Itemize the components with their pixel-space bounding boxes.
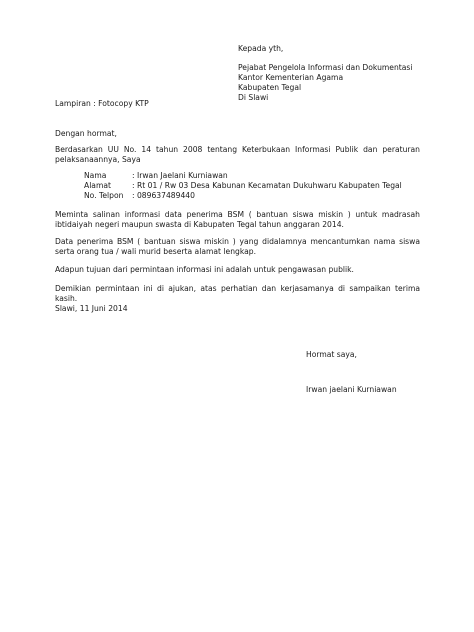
identity-label: Nama: [84, 171, 107, 180]
intro-paragraph: Berdasarkan UU No. 14 tahun 2008 tentang Keterbukaan Informasi Publik dan peraturan pelaksanaannya, Saya: [55, 145, 420, 165]
salutation: Dengan hormat,: [55, 129, 117, 138]
identity-value: : 089637489440: [132, 191, 195, 201]
recipient-line-city: Di Slawi: [238, 93, 269, 103]
recipient-greeting: Kepada yth,: [238, 44, 284, 53]
recipient-line-ministry: Kantor Kementerian Agama: [238, 73, 344, 83]
signer-name: Irwan jaelani Kurniawan: [306, 385, 397, 394]
recipient-block: [238, 44, 458, 103]
identity-label: No. Telpon: [84, 191, 124, 201]
valediction: Hormat saya,: [306, 350, 357, 359]
attachment-note: Lampiran : Fotocopy KTP: [55, 99, 149, 108]
identity-label: Alamat: [84, 181, 111, 191]
request-paragraph: Meminta salinan informasi data penerima BSM ( bantuan siswa miskin ) untuk madrasah ibtidaiyah negeri maupun swasta di Kabupaten Tegal tahun anggaran 2014.: [55, 210, 420, 230]
identity-row-address: [84, 181, 424, 191]
identity-value: : Irwan Jaelani Kurniawan: [132, 171, 228, 180]
identity-row-phone: [84, 191, 424, 201]
closing-paragraph: Demikian permintaan ini di ajukan, atas perhatian dan kerjasamanya di sampaikan terima kasih.: [55, 284, 420, 304]
data-description-paragraph: Data penerima BSM ( bantuan siswa miskin ) yang didalamnya mencantumkan nama siswa serta orang tua / wali murid beserta alamat lengkap.: [55, 237, 420, 257]
identity-row-name: [84, 171, 424, 181]
letter-date: Slawi, 11 Juni 2014: [55, 304, 128, 313]
identity-table: [84, 171, 424, 201]
recipient-line-regency: Kabupaten Tegal: [238, 83, 302, 93]
identity-value: : Rt 01 / Rw 03 Desa Kabunan Kecamatan Dukuhwaru Kabupaten Tegal: [132, 181, 402, 191]
purpose-paragraph: Adapun tujuan dari permintaan informasi ini adalah untuk pengawasan publik.: [55, 265, 354, 274]
recipient-line-office: Pejabat Pengelola Informasi dan Dokumentasi: [238, 63, 413, 73]
